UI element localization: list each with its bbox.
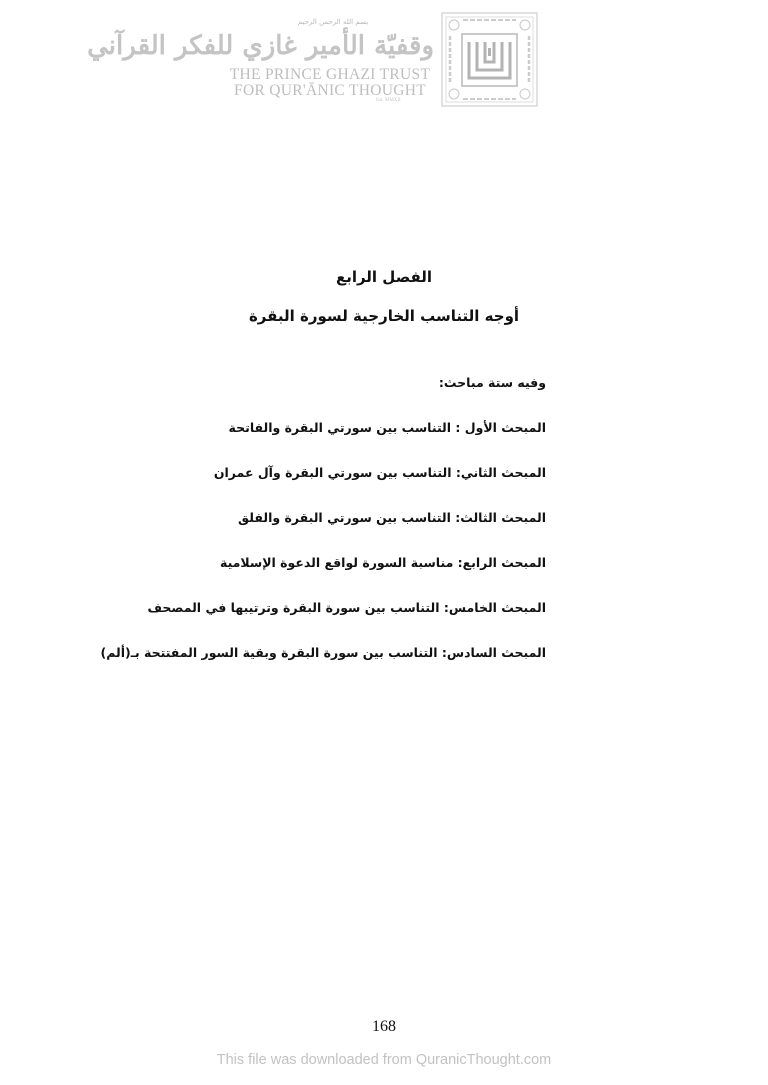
topic-item: المبحث السادس: التناسب بين سورة البقرة وبقية السور المفتتحة بـ(ألم) xyxy=(100,645,546,660)
download-note: This file was downloaded from QuranicThought.com xyxy=(216,1052,552,1068)
topics-intro: وفيه ستة مباحث: xyxy=(438,375,546,390)
logo-basmala: بسم الله الرحمن الرحيم xyxy=(297,18,369,26)
header-logo xyxy=(87,12,538,107)
chapter-title: أوجه التناسب الخارجية لسورة البقرة xyxy=(248,307,520,325)
page-number: 168 xyxy=(372,1018,396,1035)
chapter-heading: الفصل الرابع xyxy=(335,268,433,286)
topics-list xyxy=(100,372,546,687)
logo-text-block xyxy=(87,12,434,107)
topic-item: المبحث الخامس: التناسب بين سورة البقرة وترتيبها في المصحف xyxy=(147,600,546,615)
logo-arabic-name: وقفيّة الأمير غازي للفكر القرآني xyxy=(87,31,434,61)
topic-item: المبحث الأول : التناسب بين سورتي البقرة والفاتحة xyxy=(228,420,546,435)
logo-english-line1: THE PRINCE GHAZI TRUST xyxy=(229,66,431,83)
trust-emblem-icon xyxy=(441,12,538,107)
logo-english-line2: FOR QUR'ĀNIC THOUGHT xyxy=(234,82,426,99)
topic-item: المبحث الرابع: مناسبة السورة لواقع الدعوة الإسلامية xyxy=(220,555,546,570)
logo-sub-text: Est. MMXII xyxy=(376,98,401,103)
topic-item: المبحث الثالث: التناسب بين سورتي البقرة والفلق xyxy=(238,510,546,525)
topic-item: المبحث الثاني: التناسب بين سورتي البقرة وآل عمران xyxy=(213,465,546,480)
